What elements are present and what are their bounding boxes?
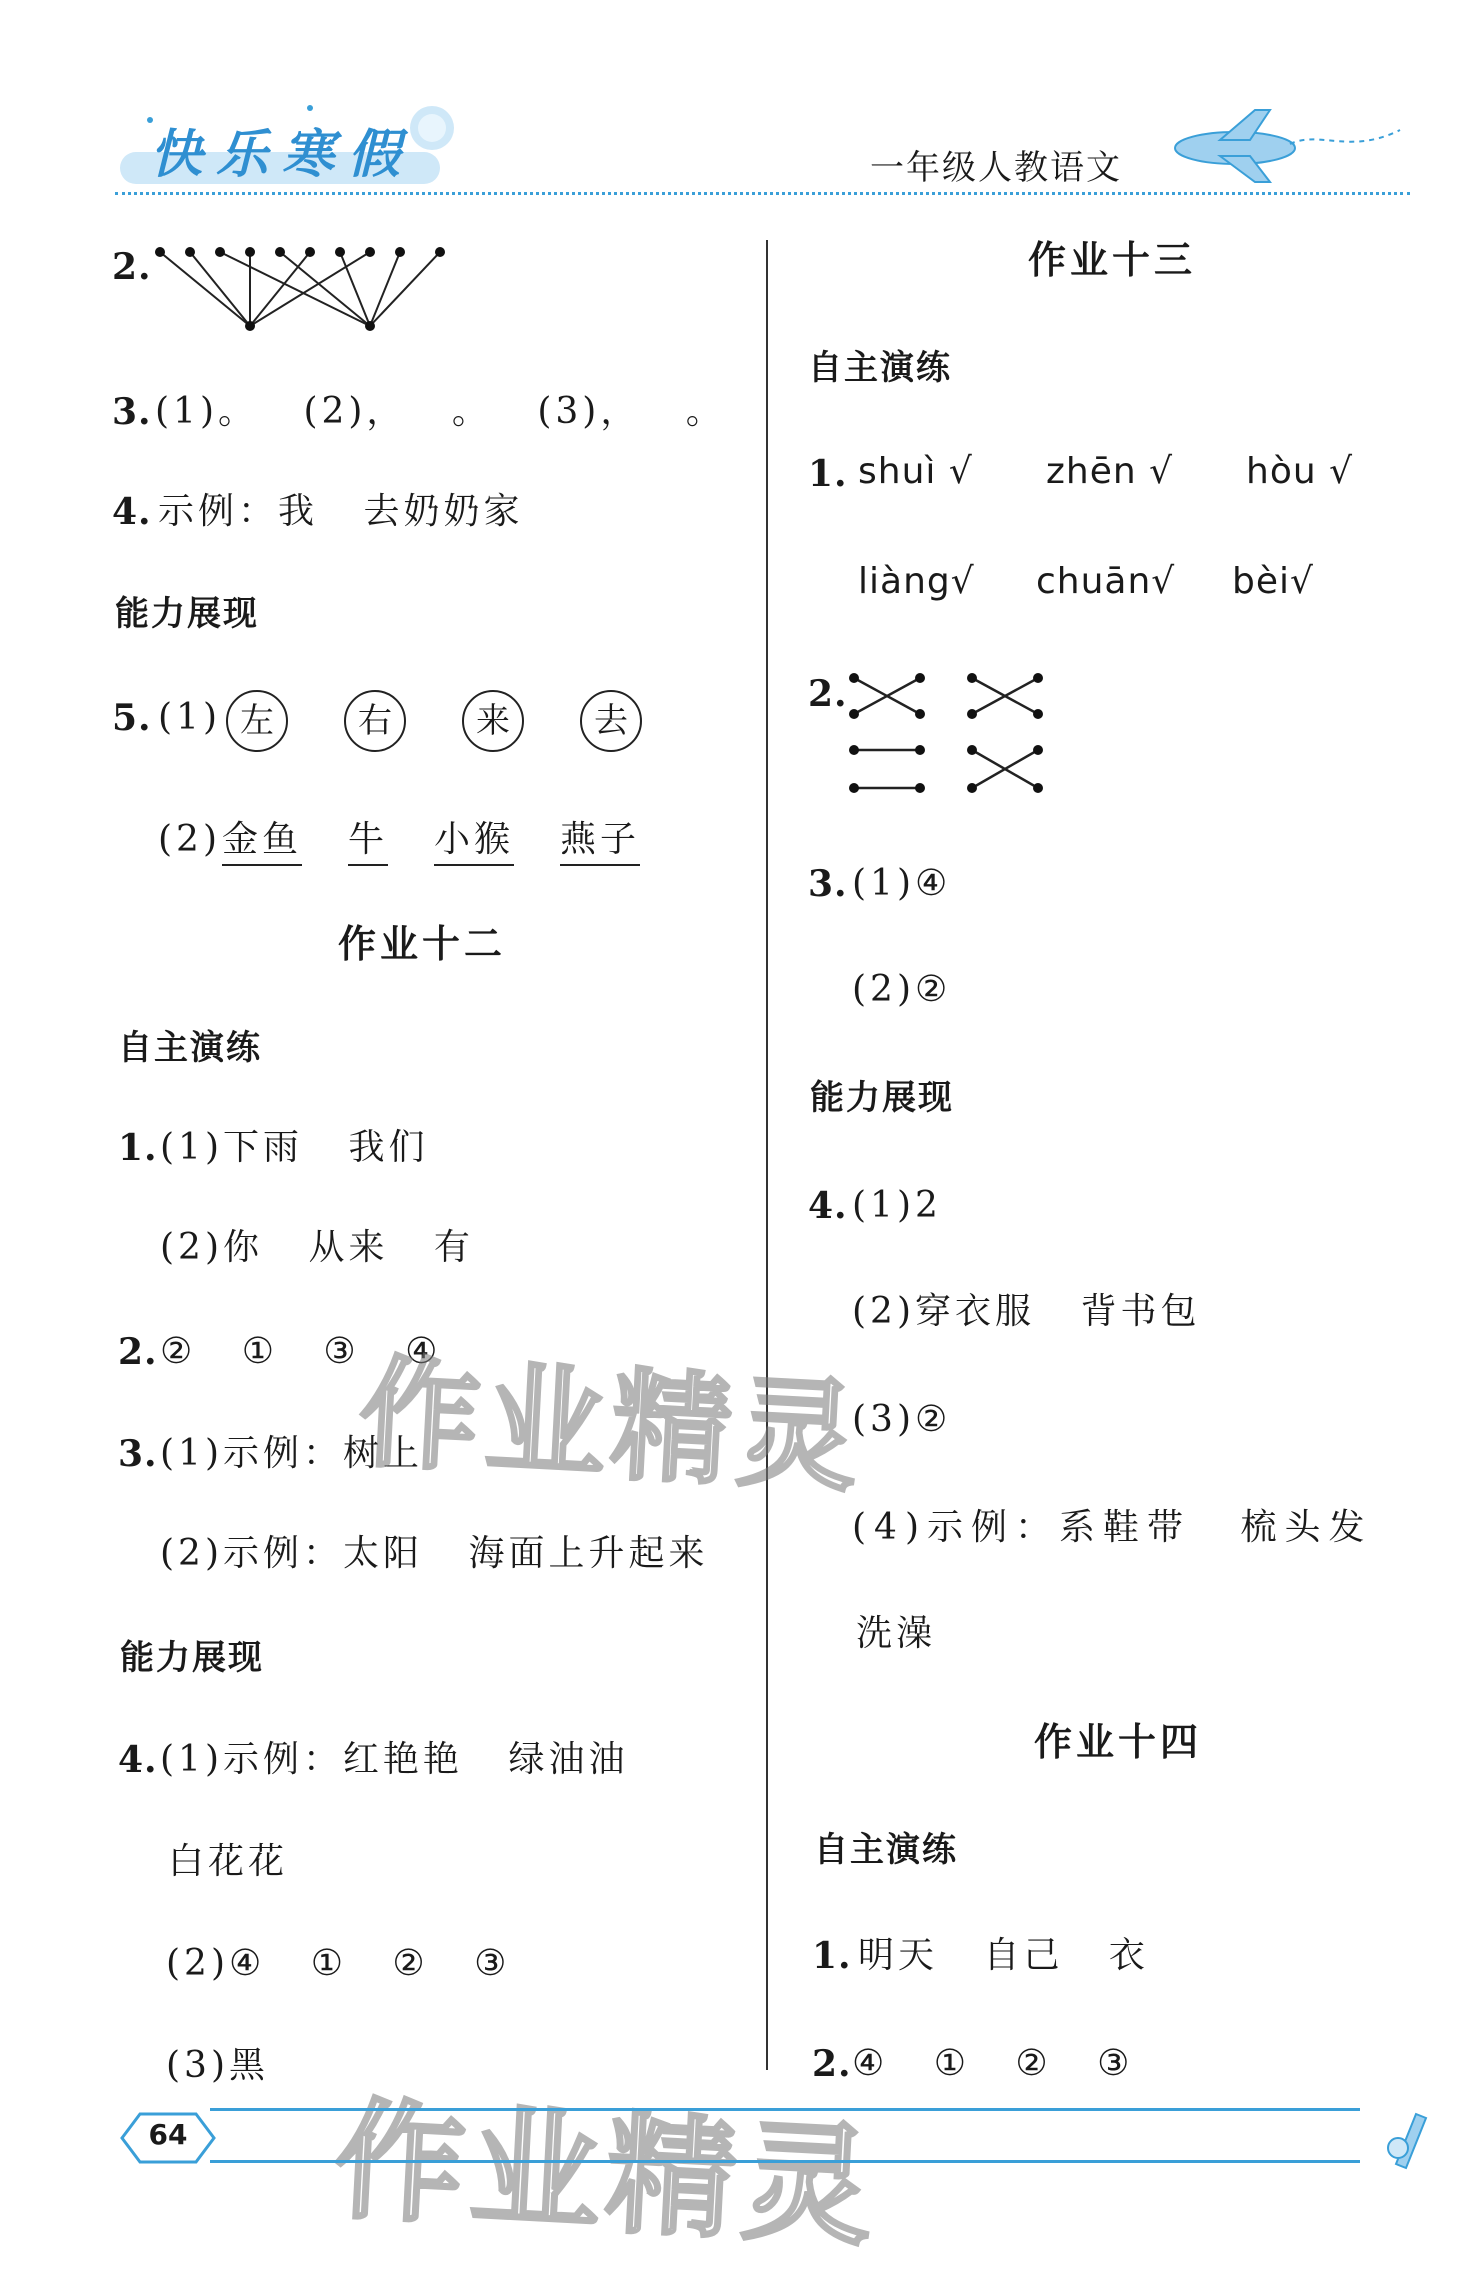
pinyin-answer: chuān√ xyxy=(1036,561,1176,602)
pinyin-answer: liàng√ xyxy=(858,561,975,602)
hw12-q3-number: 3. xyxy=(118,1433,158,1475)
q4-answer: 示例：我 去奶奶家 xyxy=(158,491,524,532)
q4-number: 4. xyxy=(112,491,152,533)
section-ability-1: 能力展现 xyxy=(115,594,259,634)
hw13-matching-diagram xyxy=(848,670,1048,800)
airplane-icon xyxy=(1160,100,1410,190)
header-subtitle: 一年级人教语文 xyxy=(870,148,1122,188)
column-divider xyxy=(766,240,768,2070)
hw14-section-practice: 自主演练 xyxy=(814,1830,958,1870)
q5-word: 金鱼 xyxy=(222,818,302,866)
hw12-q1-answer-b: (2)你 从来 有 xyxy=(160,1227,474,1268)
header xyxy=(0,0,1463,210)
page-number: 64 xyxy=(148,2118,188,2151)
hw12-section-practice: 自主演练 xyxy=(118,1028,262,1068)
pencil-mascot-icon xyxy=(1376,2104,1436,2174)
hw14-q2-number: 2. xyxy=(812,2043,852,2085)
hw12-q4-answer-a2: 白花花 xyxy=(168,1841,289,1882)
q5-word: 小猴 xyxy=(434,818,514,866)
hw13-section-ability: 能力展现 xyxy=(810,1078,954,1118)
hw12-section-ability: 能力展现 xyxy=(120,1638,264,1678)
hw13-q1-number: 1. xyxy=(808,453,848,495)
hw14-q2-answer: ④ ① ② ③ xyxy=(852,2043,1134,2084)
footer-rule-bottom xyxy=(210,2160,1360,2163)
watermark: 作业精灵 xyxy=(356,1343,867,1510)
hw13-q4-answer-b: (2)穿衣服 背书包 xyxy=(852,1291,1201,1332)
header-rule xyxy=(115,192,1410,195)
hw13-q4-answer-c: (3)② xyxy=(852,1399,952,1440)
q5-word: 燕子 xyxy=(560,818,640,866)
matching-lines-diagram xyxy=(150,240,460,340)
hw12-q2-number: 2. xyxy=(118,1331,158,1373)
footer-rule-top xyxy=(210,2108,1360,2111)
hw12-q1-answer-a: (1)下雨 我们 xyxy=(160,1127,429,1168)
hw13-q4-number: 4. xyxy=(808,1185,848,1227)
hw14-q1-answer: 明天 自己 衣 xyxy=(858,1935,1149,1976)
hw12-q1-number: 1. xyxy=(118,1127,158,1169)
hw13-q3-number: 3. xyxy=(808,863,848,905)
circled-char: 左 xyxy=(226,690,288,752)
hw13-section-practice: 自主演练 xyxy=(808,348,952,388)
hw12-q2-answer: ② ① ③ ④ xyxy=(160,1331,442,1372)
q3-answer: (1)。 (2)， 。 (3)， 。 xyxy=(155,391,726,432)
hw14-q1-number: 1. xyxy=(812,1935,852,1977)
q5-circled-answers xyxy=(226,690,646,760)
hw13-q4-answer-a: (1)2 xyxy=(852,1185,942,1226)
pinyin-answer: shuì √ xyxy=(858,451,973,492)
pinyin-answer: bèi√ xyxy=(1232,561,1314,602)
header-logo-text: 快乐寒假 xyxy=(150,125,415,185)
hw12-q4-answer-c: (3)黑 xyxy=(166,2045,269,2086)
q5-number: 5. xyxy=(112,697,152,739)
hw14-title: 作业十四 xyxy=(1034,1720,1203,1764)
watermark: 作业精灵 xyxy=(330,2083,883,2265)
q5-part2-label: (2) xyxy=(158,819,221,860)
hw12-title: 作业十二 xyxy=(338,922,507,966)
hw12-q4-answer-a: (1)示例：红艳艳 绿油油 xyxy=(160,1739,629,1780)
q5-part1-label: (1) xyxy=(158,697,221,738)
q2-number: 2. xyxy=(112,246,152,288)
circled-char: 来 xyxy=(462,690,524,752)
footer xyxy=(0,2090,1463,2221)
hw13-q3-answer-a: (1)④ xyxy=(852,863,952,904)
hw12-q4-answer-b: (2)④ ① ② ③ xyxy=(166,1943,511,1984)
pinyin-answer: hòu √ xyxy=(1246,451,1354,492)
hw12-q4-number: 4. xyxy=(118,1739,158,1781)
q5-word: 牛 xyxy=(348,818,388,866)
hw13-q3-answer-b: (2)② xyxy=(852,969,952,1010)
hw13-q4-answer-d2: 洗澡 xyxy=(856,1613,937,1654)
hw12-q3-answer-b: (2)示例：太阳 海面上升起来 xyxy=(160,1533,709,1574)
hw13-title: 作业十三 xyxy=(1028,238,1197,282)
circled-char: 右 xyxy=(344,690,406,752)
hw13-q4-answer-d: (4)示例：系鞋带 梳头发 xyxy=(852,1507,1373,1548)
hw13-q2-number: 2. xyxy=(808,673,848,715)
pinyin-answer: zhēn √ xyxy=(1046,451,1174,492)
q3-number: 3. xyxy=(112,391,152,433)
circled-char: 去 xyxy=(580,690,642,752)
hw12-q3-answer-a: (1)示例：树上 xyxy=(160,1433,423,1474)
